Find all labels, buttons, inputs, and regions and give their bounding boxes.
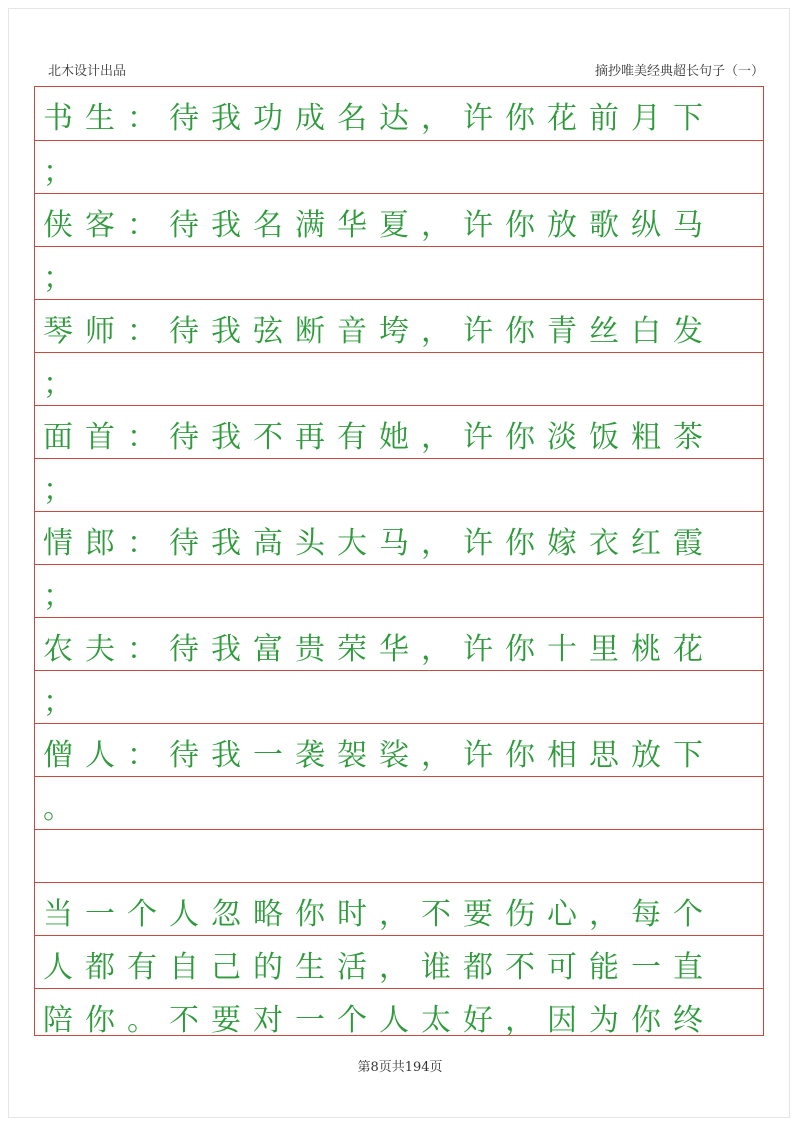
row-text: ； [43, 261, 85, 296]
row-text: 。 [43, 791, 85, 826]
practice-row [35, 564, 763, 617]
practice-row [35, 882, 763, 935]
copybook-practice-grid [34, 86, 764, 1036]
practice-row [35, 935, 763, 988]
row-text: ； [43, 367, 85, 402]
practice-row [35, 670, 763, 723]
row-text: 农夫：待我富贵荣华，许你十里桃花 [43, 632, 715, 667]
row-text: 陪你。不要对一个人太好，因为你终 [43, 1003, 715, 1038]
practice-row [35, 299, 763, 352]
row-text: 侠客：待我名满华夏，许你放歌纵马 [43, 208, 715, 243]
practice-row [35, 87, 763, 140]
practice-row [35, 458, 763, 511]
row-text: ； [43, 685, 85, 720]
row-text: 情郎：待我高头大马，许你嫁衣红霞 [43, 526, 715, 561]
header-title: 摘抄唯美经典超长句子（一） [594, 64, 764, 79]
practice-row [35, 776, 763, 829]
practice-row [35, 617, 763, 670]
row-text: ； [43, 579, 85, 614]
header-publisher: 北木设计出品 [48, 64, 127, 79]
row-text: 人都有自己的生活，谁都不可能一直 [43, 950, 715, 985]
practice-row [35, 988, 763, 1041]
practice-row [35, 193, 763, 246]
page-number-footer: 第8页共194页 [357, 1060, 443, 1075]
row-text: 僧人：待我一袭袈裟，许你相思放下 [43, 738, 715, 773]
practice-row [35, 352, 763, 405]
practice-row [35, 723, 763, 776]
practice-row [35, 405, 763, 458]
practice-row [35, 829, 763, 882]
row-text: 当一个人忽略你时，不要伤心，每个 [43, 897, 715, 932]
practice-row [35, 511, 763, 564]
row-text: 琴师：待我弦断音垮，许你青丝白发 [43, 314, 715, 349]
row-text: ； [43, 155, 85, 190]
row-text: 面首：待我不再有她，许你淡饭粗茶 [43, 420, 715, 455]
row-text: ； [43, 473, 85, 508]
practice-row [35, 246, 763, 299]
practice-row [35, 140, 763, 193]
row-text: 书生：待我功成名达，许你花前月下 [43, 101, 715, 136]
